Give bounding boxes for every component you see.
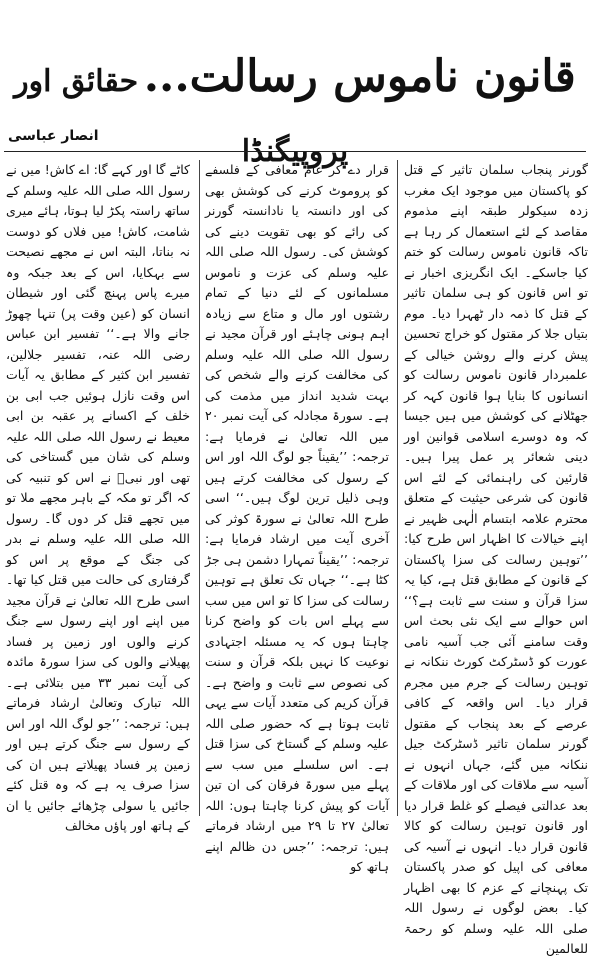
headline-subtitle: حقائق اور پروپیگنڈا: [14, 64, 349, 169]
article-column-1: [404, 160, 588, 956]
column-1-text: گورنر پنجاب سلمان تاثیر کے قتل کو پاکستان میں موجود ایک مغرب زدہ سیکولر طبقہ اپنے مذموم مقاصد کے لئے استعمال کر رہا ہے تاکہ قانون ناموس رسالت کو ختم کیا جاسکے۔ ایک انگریزی اخبار نے تو اس قانون کو ہی سلمان تاثیر کے قتل کا ذمہ دار ٹھہرا دیا۔ موم بتیاں جلا کر مقتول کو خراج تحسین پیش کرنے والے روشن خیالی کے علمبردار قانون ناموس رسالت کو انسانوں کا بنایا ہوا قانون کہہ کر جھٹلانے کی کوشش میں ہیں جیسا کہ وہ دوسرے اسلامی قوانین اور دینی شعائر پر عمل پیرا ہیں۔ قارئین کی راہنمائی کے لئے اس قانون کی شرعی حیثیت کے متعلق محترم علامہ ابتسام الٰہی ظہیر نے اپنے خیالات کا اظہار اس طرح کیا: ’’توہین رسالت کی سزا پاکستان کے قانون کے مطابق قتل ہے، کیا یہ سزا قرآن و سنت سے ثابت ہے؟‘‘ اس حوالے سے ایک نئی بحث اس وقت سامنے آئی جب آسیہ نامی عورت کو ڈسٹرکٹ کورٹ ننکانہ نے توہین رسالت کے جرم میں مجرم قرار دیا۔ اس واقعہ کے کافی عرصے کے بعد پنجاب کے مقتول گورنر سلمان تاثیر ڈسٹرکٹ جیل ننکانہ میں گئے، جہاں انہوں نے آسیہ سے ملاقات کی اور ملاقات کے بعد عدالتی فیصلے کو غلط قرار دیا اور قانون توہین رسالت کو کالا قانون قرار دیا۔ انہوں نے آسیہ کی معافی کی اپیل کو صدر پاکستان تک پہنچانے کے عزم کا بھی اظہار کیا۔ بعض لوگوں نے رسول اللہ صلی اللہ علیہ وسلم کو رحمۃ للعالمین: [404, 162, 588, 956]
column-divider: [397, 160, 398, 816]
headline-main: قانون ناموس رسالت...: [143, 51, 576, 102]
header-rule: [4, 151, 586, 152]
column-3-text: کاٹے گا اور کہے گا: اے کاش! میں نے رسول اللہ صلی اللہ علیہ وسلم کے ساتھ راستہ پکڑ لیا ہوتا، ہائے میری شامت، کاش! میں فلاں کو دوست نہ بناتا، البتہ اس نے مجھے نصیحت سے بہکایا، اس کے بعد جبکہ وہ میرے پاس پہنچ گئی اور شیطان انسان کو (عین وقت پر) تنہا چھوڑ جانے والا ہے۔‘‘ تفسیر ابن عباس رضی اللہ عنہ، تفسیر جلالین، تفسیر ابن کثیر کے مطابق یہ آیات اس وقت نازل ہوئیں جب ابی بن خلف کے اکسانے پر عقبہ بن ابی معیط نے رسول اللہ صلی اللہ علیہ وسلم کی شان میں گستاخی کی تھی اور نبیؐ نے اس کو تنبیہ کی کہ اگر تو مکہ کے باہر مجھے ملا تو میں تجھے قتل کر دوں گا۔ رسول اللہ صلی اللہ علیہ وسلم نے بدر کی جنگ کے موقع پر اس کو گرفتاری کی حالت میں قتل کیا تھا۔ اسی طرح اللہ تعالیٰ نے قرآن مجید میں اپنے اور اپنے رسول سے جنگ کرنے والوں اور زمین پر فساد پھیلانے والوں کی سزا سورۃ مائدہ کی آیت نمبر ۳۳ میں بتلائی ہے۔ اللہ تبارک وتعالیٰ ارشاد فرماتے ہیں: ترجمہ: ’’جو لوگ اللہ اور اس کے رسول سے جنگ کرتے ہیں اور زمین پر فساد پھیلاتے ہیں ان کی سزا صرف یہ ہے کہ وہ قتل کئے جائیں یا سولی چڑھائے جائیں یا ان کے ہاتھ اور پاؤں مخالف: [6, 162, 190, 833]
author-byline: انصار عباسی: [8, 128, 99, 144]
column-divider: [199, 160, 200, 816]
column-2-text: قرار دے کر عام معافی کے فلسفے کو پروموٹ کرنے کی کوشش بھی کی اور دانستہ یا نادانستہ گورنر کی رائے کو بھی تقویت دینے کی کوشش کی۔ رسول اللہ صلی اللہ علیہ وسلم کی عزت و ناموس مسلمانوں کے لئے دنیا کے تمام رشتوں اور مال و متاع سے زیادہ اہم ہونی چاہئے اور قرآن مجید نے رسول اللہ صلی اللہ علیہ وسلم کی مخالفت کرنے والے شخص کی بہت شدید انداز میں مذمت کی ہے۔ سورۃ مجادلہ کی آیت نمبر ۲۰ میں اللہ تعالیٰ نے فرمایا ہے: ترجمہ: ’’یقیناً جو لوگ اللہ اور اس کے رسول کی مخالفت کرتے ہیں وہی ذلیل ترین لوگ ہیں۔‘‘ اسی طرح اللہ تعالیٰ نے سورۃ کوثر کی آخری آیت میں ارشاد فرمایا ہے: ترجمہ: ’’یقیناً تمہارا دشمن ہی جڑ کٹا ہے۔‘‘ جہاں تک تعلق ہے توہین رسالت کی سزا کا تو اس میں سب سے پہلے اس بات کو واضح کرنا چاہتا ہوں کہ یہ مسئلہ اجتہادی نوعیت کا نہیں بلکہ قرآن و سنت کی نصوص سے ثابت و واضح ہے۔ قرآن کریم کی متعدد آیات سے یہی ثابت ہوتا ہے کہ حضور صلی اللہ علیہ وسلم کے گستاخ کی سزا قتل ہے۔ اس سلسلے میں سب سے پہلے میں سورۃ فرقان کی ان تین آیات کو پیش کرنا چاہتا ہوں: اللہ تعالیٰ ۲۷ تا ۲۹ میں ارشاد فرماتے ہیں: ترجمہ: ’’جس دن ظالم اپنے ہاتھ کو: [205, 162, 389, 874]
article-column-3: [6, 160, 190, 833]
article-column-2: [205, 160, 389, 874]
